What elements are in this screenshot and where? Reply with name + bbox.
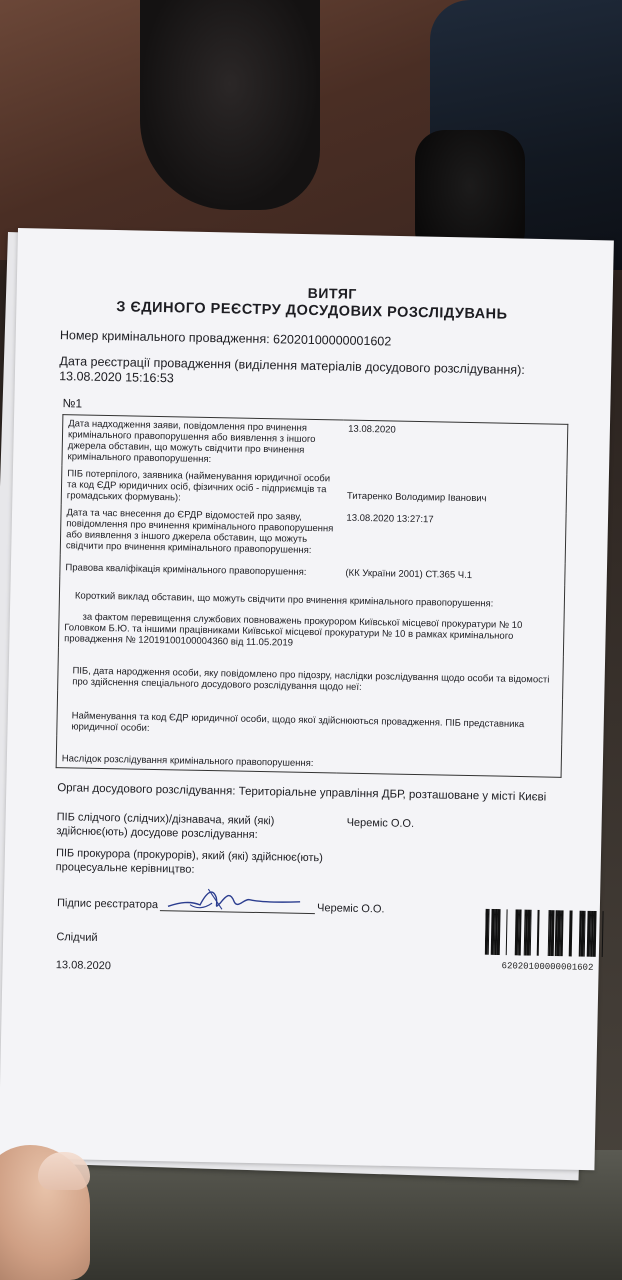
result-label: Наслідок розслідування кримінального правопорушення: bbox=[61, 753, 314, 770]
summary-label: Короткий виклад обставин, що можуть свідчити про вчинення кримінального правопорушення: bbox=[74, 590, 494, 610]
result-value bbox=[337, 741, 562, 778]
barcode bbox=[484, 909, 611, 973]
investigator-row bbox=[56, 810, 559, 848]
entry-number: №1 bbox=[62, 396, 83, 411]
row-label: ПІБ потерпілого, заявника (найменування юридичної особи та код ЄДР юридичних осіб, фізичних осіб - підприємців та громадських формувань): bbox=[66, 468, 331, 504]
row-value: Титаренко Володимир Іванович bbox=[346, 490, 487, 505]
doc-subtitle: З ЄДИНОГО РЕЄСТРУ ДОСУДОВИХ РОЗСЛІДУВАНЬ bbox=[116, 299, 508, 323]
summary-text: за фактом перевищення службових повноважень прокурором Київської місцевої прокуратури № 10 Головком Б.Ю. та іншими працівниками Київської місцевої прокуратури № 10 в рамках кримінального провадження № 12019100100004360 від 11.05.2019 bbox=[64, 611, 523, 649]
left-shoe bbox=[140, 0, 320, 210]
summary-cell bbox=[58, 576, 564, 657]
barcode-icon bbox=[485, 909, 612, 957]
signer-position: Слідчий bbox=[56, 931, 98, 944]
extract-document bbox=[42, 280, 570, 981]
doc-title: ВИТЯГ bbox=[307, 284, 357, 302]
registry-table bbox=[56, 414, 569, 778]
row-label: Правова кваліфікація кримінального правопорушення: bbox=[65, 562, 307, 578]
criminal-number: Номер кримінального провадження: 62020100000001602 bbox=[59, 328, 392, 349]
investigator-value: Череміс О.О. bbox=[346, 816, 415, 830]
investigator-label: ПІБ слідчого (слідчих)/дізнавача, який (які) здійснює(ють) досудове розслідування: bbox=[56, 811, 275, 841]
registrar-value: Череміс О.О. bbox=[316, 902, 385, 916]
entity-label: Найменування та код ЄДР юридичної особи, щодо якої здійснюються провадження. ПІБ представника юридичної особи: bbox=[71, 710, 525, 734]
signed-date: 13.08.2020 bbox=[55, 959, 112, 973]
investigation-organ: Орган досудового розслідування: Територіальне управління ДБР, розташоване у місті Києві bbox=[57, 782, 547, 804]
row-value: 13.08.2020 13:27:17 bbox=[346, 512, 434, 526]
registrar-label: Підпис реєстратора bbox=[56, 897, 159, 912]
row-value: (КК України 2001) СТ.365 Ч.1 bbox=[345, 567, 473, 582]
handwritten-signature-icon bbox=[160, 882, 316, 915]
registrar-signature-row bbox=[57, 890, 558, 919]
row-value: 13.08.2020 bbox=[348, 423, 396, 436]
row-label: Дата надходження заяви, повідомлення про вчинення кримінального правопорушення або виявлення з іншого джерела обставин, що можуть свідчити про вчинення кримінального правопорушення: bbox=[67, 418, 316, 466]
registration-date: Дата реєстрації провадження (виділення матеріалів досудового розслідування): 13.08.2020 15:16:53 bbox=[59, 354, 525, 386]
suspect-label: ПІБ, дата народження особи, яку повідомлено про підозру, наслідки розслідування щодо особи та відомості про здійснення спеціального досудового розслідування щодо неї: bbox=[72, 665, 550, 693]
prosecutor-label: ПІБ прокурора (прокурорів), який (які) здійснює(ють) процесуальне керівництво: bbox=[55, 847, 323, 876]
signature-line bbox=[160, 892, 315, 914]
barcode-number: 62020100000001602 bbox=[501, 961, 594, 973]
table-row bbox=[58, 576, 564, 657]
row-label: Дата та час внесення до ЄРДР відомостей про заяву, повідомлення про вчинення кримінального правопорушення або виявлення з іншого джерела обставин, що можуть свідчити про вчинення кримінального правопорушення: bbox=[65, 507, 334, 556]
thumbnail bbox=[38, 1152, 90, 1190]
